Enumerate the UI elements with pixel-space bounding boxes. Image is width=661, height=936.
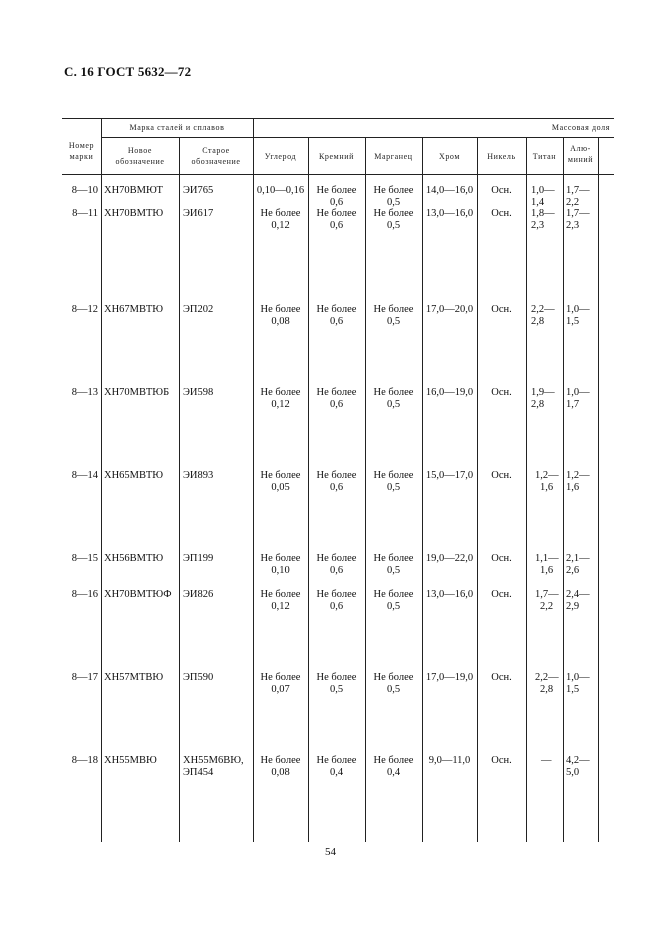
cell-new: ХН70ВМТЮФ — [104, 589, 172, 600]
cell-line: 0,07 — [271, 684, 290, 695]
cell-line: 5,0 — [566, 767, 580, 778]
cell-line: Не более — [316, 470, 357, 481]
cell-line: 0,10 — [271, 565, 290, 576]
header-novoe — [101, 145, 179, 167]
cell-line: 0,5 — [386, 220, 401, 231]
cell-carbon — [253, 470, 308, 494]
cell-chromium: 17,0—19,0 — [425, 672, 474, 683]
cell-line: 1,7— — [566, 208, 590, 219]
header-nikel: Никель — [487, 152, 516, 161]
cell-old: ЭИ893 — [183, 470, 214, 481]
cell-line: Не более — [316, 589, 357, 600]
cell-chromium: 16,0—19,0 — [425, 387, 474, 398]
cell-line: 0,12 — [271, 399, 290, 410]
cell-line: 1,2— — [566, 470, 590, 481]
cell-aluminium — [566, 589, 590, 613]
cell-line: 0,5 — [386, 601, 401, 612]
header-hrom: Хром — [438, 152, 461, 161]
cell-nickel: Осн. — [491, 387, 512, 398]
cell-aluminium — [566, 208, 590, 232]
cell-chromium: 13,0—16,0 — [425, 208, 474, 219]
cell-carbon: 0,10—0,16 — [256, 185, 305, 196]
header-massovaya-dolya — [480, 122, 610, 133]
header-staroe-line2: обозначение — [191, 157, 241, 166]
cell-new: ХН56ВМТЮ — [104, 553, 164, 564]
cell-old: ЭП202 — [183, 304, 214, 315]
cell-line: Не более — [373, 470, 414, 481]
cell-line: 2,2— — [531, 304, 555, 315]
cell-chromium: 14,0—16,0 — [425, 185, 474, 196]
cell-line: 2,3 — [566, 220, 580, 231]
col-divider-ni-ti — [526, 137, 527, 842]
cell-old: ЭИ826 — [183, 589, 214, 600]
cell-num: 8—10 — [71, 185, 98, 196]
header-novoe-line1: Новое — [127, 146, 153, 155]
cell-nickel: Осн. — [491, 589, 512, 600]
cell-line: 1,1— — [535, 553, 559, 564]
cell-line: 1,6 — [540, 482, 554, 493]
cell-new: ХН70ВМТЮ — [104, 208, 164, 219]
cell-titanium — [531, 185, 555, 209]
cell-num: 8—16 — [71, 589, 98, 600]
cell-line: 0,5 — [386, 316, 401, 327]
cell-num: 8—17 — [71, 672, 98, 683]
table-top-rule — [62, 118, 614, 119]
cell-silicon — [308, 387, 365, 411]
cell-old — [183, 755, 244, 779]
cell-line: 1,0— — [531, 185, 555, 196]
cell-line: 1,7— — [566, 185, 590, 196]
cell-chromium: 17,0—20,0 — [425, 304, 474, 315]
header-staroe — [179, 145, 253, 167]
cell-line: ЭП454 — [183, 767, 214, 778]
cell-chromium: 15,0—17,0 — [425, 470, 474, 481]
header-uglerod: Углерод — [264, 152, 297, 161]
cell-nickel: Осн. — [491, 304, 512, 315]
cell-line: Не более — [373, 553, 414, 564]
col-divider-al-end — [598, 137, 599, 842]
cell-nickel: Осн. — [491, 553, 512, 564]
col-divider-mn-cr — [422, 137, 423, 842]
cell-line: 0,6 — [329, 399, 344, 410]
header-massovaya-dolya-text: Массовая доля — [551, 123, 610, 132]
cell-line: 0,5 — [329, 684, 344, 695]
cell-silicon — [308, 304, 365, 328]
cell-titanium: — — [541, 755, 552, 766]
cell-line: 1,6 — [566, 482, 580, 493]
page-header: С. 16 ГОСТ 5632—72 — [64, 64, 192, 79]
cell-line: 2,1— — [566, 553, 590, 564]
cell-manganese — [365, 553, 422, 577]
cell-line: 0,12 — [271, 601, 290, 612]
page-number: 54 — [325, 846, 336, 858]
cell-carbon — [253, 387, 308, 411]
cell-line: 2,8 — [531, 316, 545, 327]
cell-line: Не более — [373, 185, 414, 196]
cell-aluminium — [566, 304, 590, 328]
cell-line: 4,2— — [566, 755, 590, 766]
cell-line: 0,08 — [271, 767, 290, 778]
cell-line: 2,4— — [566, 589, 590, 600]
cell-line: 1,0— — [566, 672, 590, 683]
cell-carbon — [253, 304, 308, 328]
header-titan: Титан — [532, 152, 557, 161]
cell-line: 2,9 — [566, 601, 580, 612]
cell-line: 0,5 — [386, 399, 401, 410]
header-alyuminiy-line1: Алю- — [570, 144, 591, 153]
cell-line: 0,6 — [329, 197, 344, 208]
cell-line: Не более — [260, 553, 301, 564]
cell-titanium — [531, 304, 555, 328]
cell-line: Не более — [260, 755, 301, 766]
header-novoe-line2: обозначение — [115, 157, 165, 166]
cell-old: ЭП590 — [183, 672, 214, 683]
cell-line: 2,2 — [540, 601, 554, 612]
col-divider-new-old — [179, 137, 180, 842]
col-divider-1 — [101, 118, 102, 842]
cell-line: Не более — [373, 755, 414, 766]
cell-line: 0,6 — [329, 316, 344, 327]
cell-silicon — [308, 672, 365, 696]
cell-num: 8—13 — [71, 387, 98, 398]
cell-num: 8—12 — [71, 304, 98, 315]
cell-line: 0,6 — [329, 601, 344, 612]
cell-line: 1,0— — [566, 304, 590, 315]
cell-line: ХН55М6ВЮ, — [183, 755, 244, 766]
cell-old: ЭИ765 — [183, 185, 214, 196]
cell-nickel: Осн. — [491, 185, 512, 196]
cell-silicon — [308, 755, 365, 779]
cell-line: 0,6 — [329, 565, 344, 576]
cell-line: Не более — [373, 208, 414, 219]
cell-line: 0,5 — [386, 197, 401, 208]
cell-num: 8—14 — [71, 470, 98, 481]
cell-line: 1,8— — [531, 208, 555, 219]
cell-line: 0,5 — [386, 684, 401, 695]
cell-line: 1,6 — [540, 565, 554, 576]
cell-new: ХН65МВТЮ — [104, 470, 164, 481]
cell-line: Не более — [373, 589, 414, 600]
cell-line: 0,08 — [271, 316, 290, 327]
cell-line: 1,4 — [531, 197, 545, 208]
cell-titanium — [531, 208, 555, 232]
cell-line: Не более — [373, 672, 414, 683]
header-alyuminiy-line2: миний — [567, 155, 594, 164]
cell-manganese — [365, 208, 422, 232]
cell-titanium — [535, 553, 559, 577]
cell-line: Не более — [260, 208, 301, 219]
cell-line: 2,2— — [535, 672, 559, 683]
cell-new: ХН57МТВЮ — [104, 672, 164, 683]
cell-line: Не более — [260, 672, 301, 683]
cell-line: Не более — [373, 304, 414, 315]
cell-line: 1,5 — [566, 316, 580, 327]
cell-titanium — [535, 470, 559, 494]
header-nomer-line1: Номер — [68, 141, 95, 150]
cell-old: ЭИ598 — [183, 387, 214, 398]
cell-line: 1,5 — [566, 684, 580, 695]
cell-carbon — [253, 755, 308, 779]
cell-num: 8—15 — [71, 553, 98, 564]
cell-line: Не более — [260, 470, 301, 481]
cell-line: 0,12 — [271, 220, 290, 231]
cell-silicon — [308, 553, 365, 577]
cell-manganese — [365, 185, 422, 209]
cell-line: 1,0— — [566, 387, 590, 398]
cell-line: Не более — [316, 208, 357, 219]
cell-line: Не более — [260, 589, 301, 600]
cell-silicon — [308, 589, 365, 613]
cell-aluminium — [566, 755, 590, 779]
cell-line: 2,8 — [531, 399, 545, 410]
cell-new: ХН70ВМЮТ — [104, 185, 163, 196]
header-kremniy: Кремний — [319, 152, 354, 161]
cell-line: Не более — [316, 755, 357, 766]
cell-line: 0,4 — [386, 767, 401, 778]
cell-old: ЭИ617 — [183, 208, 214, 219]
cell-line: 0,5 — [386, 565, 401, 576]
cell-manganese — [365, 755, 422, 779]
header-marganec: Марганец — [374, 152, 413, 161]
cell-line: Не более — [316, 304, 357, 315]
header-nomer-line2: марки — [69, 152, 94, 161]
cell-line: Не более — [260, 387, 301, 398]
cell-manganese — [365, 672, 422, 696]
cell-line: 2,2 — [566, 197, 580, 208]
cell-line: 1,7 — [566, 399, 580, 410]
cell-silicon — [308, 208, 365, 232]
header-bottom-rule — [62, 174, 614, 175]
cell-chromium: 13,0—16,0 — [425, 589, 474, 600]
col-divider-ti-al — [563, 137, 564, 842]
cell-new: ХН55МВЮ — [104, 755, 157, 766]
cell-nickel: Осн. — [491, 208, 512, 219]
cell-line: 2,8 — [540, 684, 554, 695]
cell-line: Не более — [316, 553, 357, 564]
cell-nickel: Осн. — [491, 755, 512, 766]
cell-carbon — [253, 208, 308, 232]
cell-aluminium — [566, 387, 590, 411]
cell-manganese — [365, 304, 422, 328]
cell-aluminium — [566, 672, 590, 696]
cell-line: Не более — [260, 304, 301, 315]
cell-line: Не более — [373, 387, 414, 398]
cell-line: 1,9— — [531, 387, 555, 398]
cell-num: 8—11 — [72, 208, 98, 219]
cell-line: 0,6 — [329, 220, 344, 231]
col-divider-cr-ni — [477, 137, 478, 842]
cell-silicon — [308, 185, 365, 209]
cell-line: 0,6 — [329, 482, 344, 493]
cell-titanium — [535, 589, 559, 613]
cell-titanium — [531, 387, 555, 411]
cell-line: Не более — [316, 672, 357, 683]
cell-line: Не более — [316, 387, 357, 398]
header-staroe-line1: Старое — [202, 146, 230, 155]
cell-line: 2,3 — [531, 220, 545, 231]
cell-titanium — [535, 672, 559, 696]
cell-new: ХН70МВТЮБ — [104, 387, 170, 398]
cell-aluminium — [566, 470, 590, 494]
cell-nickel: Осн. — [491, 470, 512, 481]
cell-manganese — [365, 470, 422, 494]
cell-num: 8—18 — [71, 755, 98, 766]
cell-line: 1,7— — [535, 589, 559, 600]
cell-chromium: 19,0—22,0 — [425, 553, 474, 564]
cell-carbon — [253, 672, 308, 696]
cell-chromium: 9,0—11,0 — [428, 755, 471, 766]
cell-manganese — [365, 589, 422, 613]
cell-carbon — [253, 553, 308, 577]
cell-line: 2,6 — [566, 565, 580, 576]
cell-aluminium — [566, 553, 590, 577]
cell-line: 0,5 — [386, 482, 401, 493]
cell-line: 0,4 — [329, 767, 344, 778]
cell-line: Не более — [316, 185, 357, 196]
cell-line: 1,2— — [535, 470, 559, 481]
cell-new: ХН67МВТЮ — [104, 304, 164, 315]
header-alyuminiy — [563, 143, 598, 165]
cell-aluminium — [566, 185, 590, 209]
cell-carbon — [253, 589, 308, 613]
cell-silicon — [308, 470, 365, 494]
cell-nickel: Осн. — [491, 672, 512, 683]
cell-old: ЭП199 — [183, 553, 214, 564]
header-nomer-marki — [62, 140, 101, 162]
cell-manganese — [365, 387, 422, 411]
cell-line: 0,05 — [271, 482, 290, 493]
header-marka-group: Марка сталей и сплавов — [129, 123, 225, 132]
